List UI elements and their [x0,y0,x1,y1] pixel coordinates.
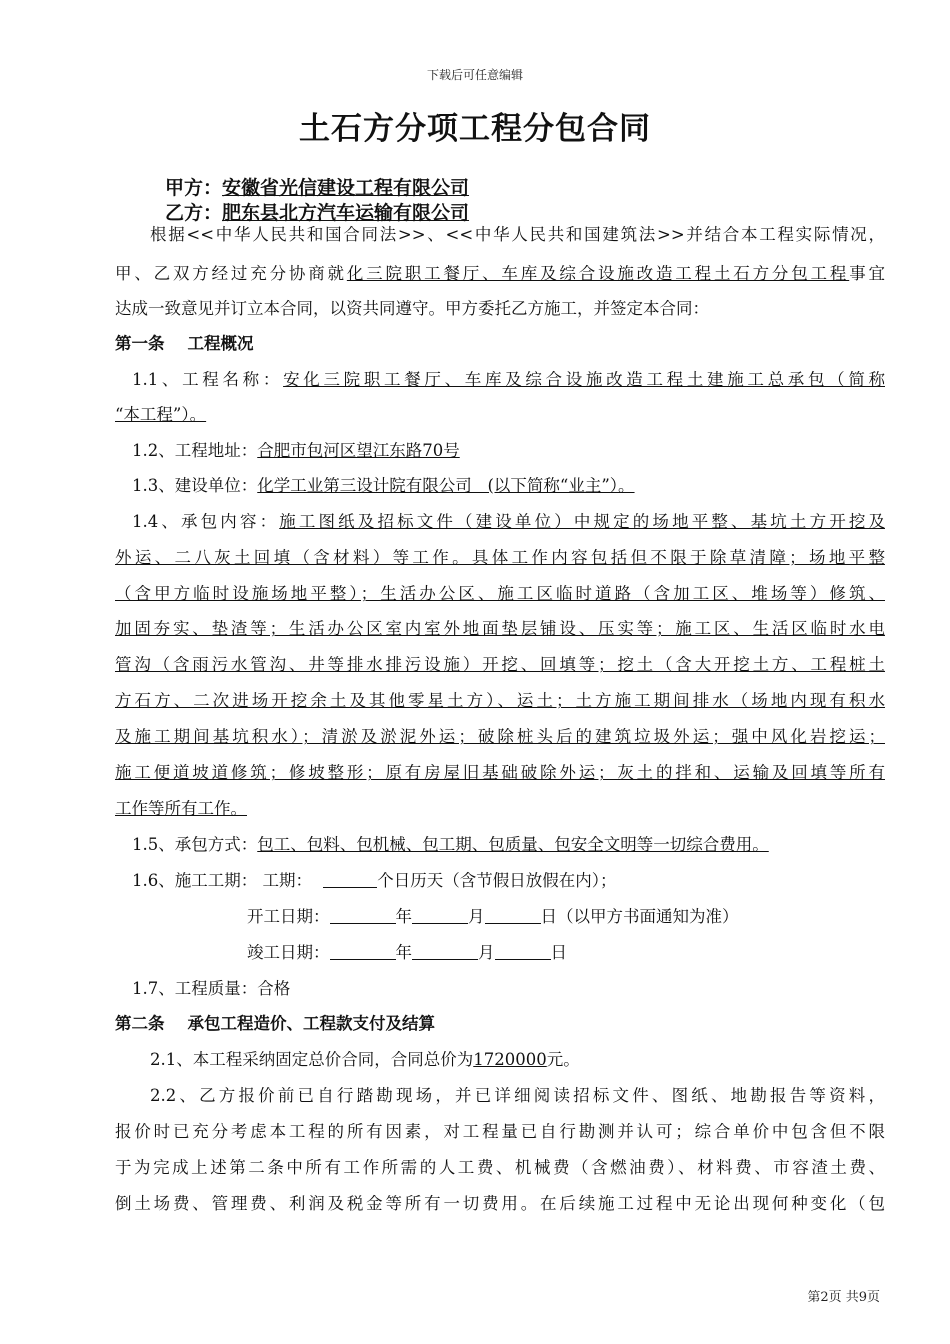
end-date-line [247,942,887,964]
item-1-6-label: 1.6、施工工期： [132,871,258,890]
item-2-1 [150,1049,885,1071]
article-1-heading: 第一条 工程概况 [115,334,254,353]
intro-line-2-pre: 甲、乙双方经过充分协商就 [115,264,347,283]
item-1-3-label: 1.3、建设单位： [132,476,258,495]
intro-line-1: 根据<<中华人民共和国合同法>>、<<中华人民共和国建筑法>>并结合本工程实际情况， [150,225,885,244]
article-2-heading: 第二条 承包工程造价、工程款支付及结算 [115,1014,435,1033]
item-1-3-value: 化学工业第三设计院有限公司 (以下简称“业主”）。 [257,476,635,495]
item-1-4-first: 施工图纸及招标文件（建设单位）中规定的场地平整、基坑土方开挖及 [279,512,885,531]
item-1-2-value: 合肥市包河区望江东路70号 [257,441,460,460]
item-2-2-line: 倒土场费、管理费、利润及税金等所有一切费用。在后续施工过程中无论出现何种变化（包 [115,1194,885,1213]
item-1-4-line: 及施工期间基坑积水）；清淤及淤泥外运；破除桩头后的建筑垃圾外运；强中风化岩挖运； [115,727,885,746]
page-title: 土石方分项工程分包合同 [299,111,651,147]
end-day-blank[interactable] [495,943,551,960]
end-year-label: 年 [395,943,412,962]
item-1-1-cont-value: “本工程”）。 [115,405,207,424]
item-1-2-label: 1.2、工程地址： [132,441,258,460]
item-1-5 [132,834,885,856]
item-1-4-line: （含甲方临时设施场地平整）；生活办公区、施工区临时道路（含加工区、堆场等）修筑、 [115,584,885,603]
item-1-4 [132,511,885,533]
item-1-7: 1.7、工程质量：合格 [132,979,291,998]
start-year-label: 年 [395,907,412,926]
item-2-2-line: 2.2、乙方报价前已自行踏勘现场，并已详细阅读招标文件、图纸、地勘报告等资料， [150,1086,885,1105]
party-a-label: 甲方： [165,177,223,199]
start-date-note: （以甲方书面通知为准） [557,907,739,926]
party-a [165,173,469,200]
start-year-blank[interactable] [330,907,396,924]
item-1-4-last-value: 工作等所有工作。 [115,799,247,818]
project-name-underlined: 化三院职工餐厅、车库及综合设施改造工程土石方分包工程 [346,264,850,283]
party-a-name: 安徽省光信建设工程有限公司 [222,177,470,199]
contract-total-amount: 1720000 [473,1050,547,1069]
item-1-4-line: 方石方、二次进场开挖余土及其他零星土方）、运土；土方施工期间排水（场地内现有积水 [115,691,885,710]
item-1-1 [132,369,885,391]
end-date-label: 竣工日期： [247,943,330,962]
item-2-2-line: 报价时已充分考虑本工程的所有因素，对工程量已自行勘测并认可；综合单价中包含但不限 [115,1122,885,1141]
item-1-6 [132,870,885,892]
item-2-1-unit: 元。 [546,1050,580,1069]
item-1-4-line: 施工便道坡道修筑；修坡整形；原有房屋旧基础破除外运；灰土的拌和、运输及回填等所有 [115,763,885,782]
item-1-4-line: 加固夯实、垫渣等；生活办公区室内室外地面垫层铺设、压实等；施工区、生活区临时水电 [115,619,885,638]
item-1-5-value: 包工、包料、包机械、包工期、包质量、包安全文明等一切综合费用。 [257,835,769,854]
item-1-3 [132,475,885,497]
item-1-5-label: 1.5、承包方式： [132,835,258,854]
end-month-label: 月 [478,943,495,962]
item-1-6-duration-label: 工期： [262,871,312,890]
party-b-label: 乙方： [165,202,223,224]
item-1-1-value: 安化三院职工餐厅、车库及综合设施改造工程土建施工总承包（简称 [283,370,885,389]
end-day-label: 日 [550,943,567,962]
party-b-name: 肥东县北方汽车运输有限公司 [222,202,470,224]
end-month-blank[interactable] [412,943,478,960]
item-2-2-line: 于为完成上述第二条中所有工作所需的人工费、机械费（含燃油费）、材料费、市容渣土费、 [115,1158,885,1177]
header-note: 下载后可任意编辑 [426,68,523,82]
start-month-label: 月 [468,907,485,926]
item-1-4-line: 外运、二八灰土回填（含材料）等工作。具体工作内容包括但不限于除草清障；场地平整 [115,548,885,567]
page-footer: 第2页 共9页 [807,1290,880,1305]
item-1-4-last [115,798,885,820]
start-day-label: 日 [540,907,557,926]
item-1-1-cont [115,404,885,426]
duration-blank[interactable] [323,871,377,888]
end-year-blank[interactable] [330,943,396,960]
party-b [165,198,469,225]
start-month-blank[interactable] [412,907,468,924]
item-1-2 [132,440,885,462]
item-1-4-label: 1.4、承包内容： [132,512,280,531]
intro-line-2 [115,263,885,285]
item-1-1-label: 1.1、工程名称： [132,370,284,389]
intro-line-2-post: 事宜 [849,264,886,283]
intro-line-3: 达成一致意见并订立本合同，以资共同遵守。甲方委托乙方施工，并签定本合同： [115,299,709,318]
start-day-blank[interactable] [485,907,541,924]
item-2-1-text: 2.1、本工程采纳固定总价合同，合同总价为 [150,1050,474,1069]
item-1-4-line: 管沟（含雨污水管沟、井等排水排污设施）开挖、回填等；挖土（含大开挖土方、工程桩土 [115,655,885,674]
item-1-6-duration-text: 个日历天（含节假日放假在内）； [377,871,617,890]
start-date-line [247,906,887,928]
start-date-label: 开工日期： [247,907,330,926]
